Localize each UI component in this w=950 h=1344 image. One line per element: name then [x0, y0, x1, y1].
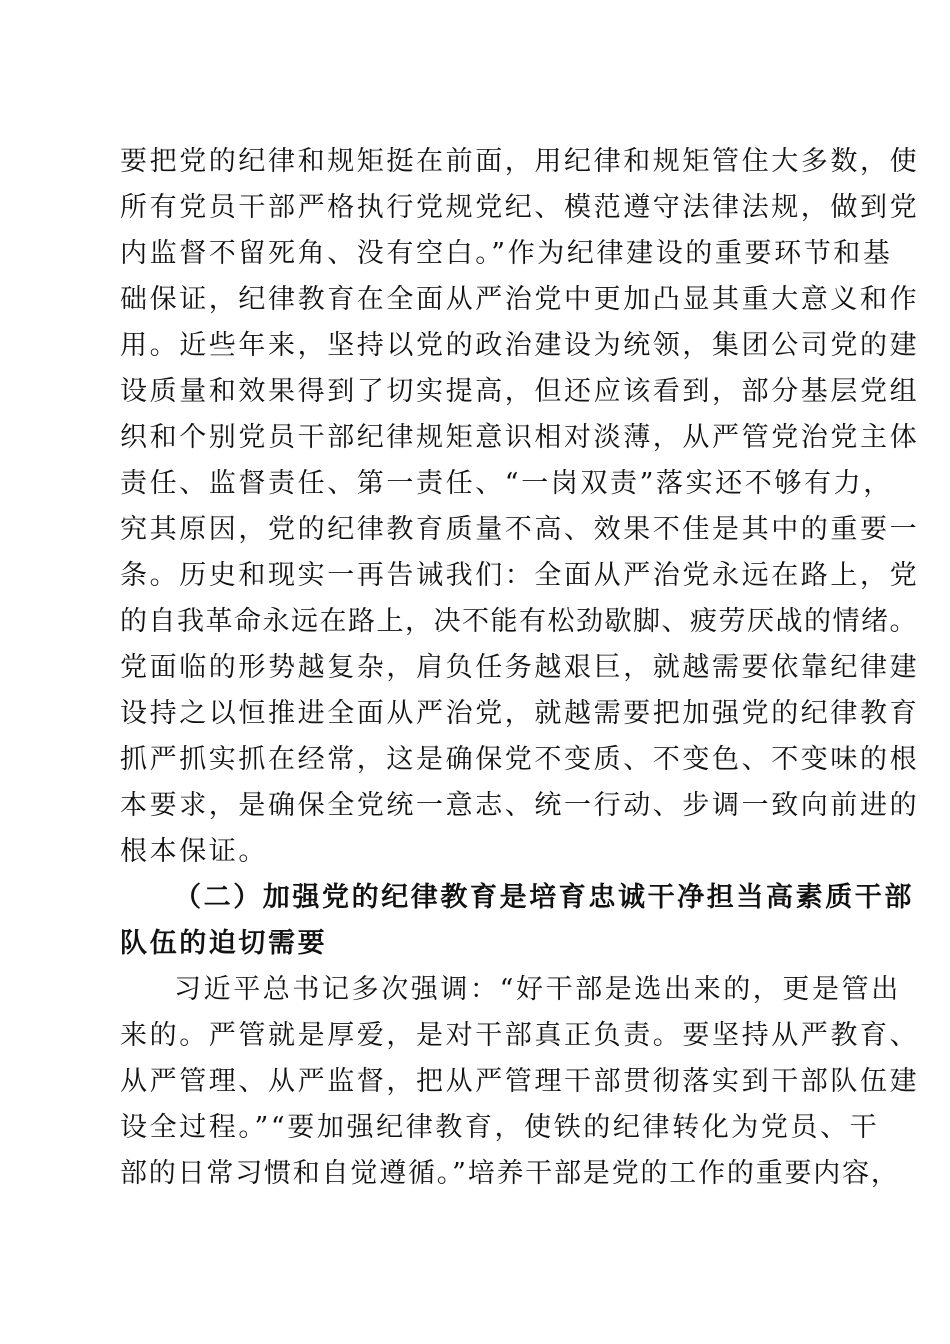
paragraph-1-line-14: 抓严抓实抓在经常，这是确保党不变质、不变色、不变味的根 [120, 744, 920, 775]
paragraph-1-line-1: 要把党的纪律和规矩挺在前面，用纪律和规矩管住大多数，使 [120, 146, 920, 177]
paragraph-1-line-15: 本要求，是确保全党统一意志、统一行动、步调一致向前进的 [120, 790, 920, 821]
paragraph-2-line-4: 设全过程。”“要加强纪律教育，使铁的纪律转化为党员、干 [120, 1112, 880, 1143]
paragraph-1-line-9: 究其原因，党的纪律教育质量不高、效果不佳是其中的重要一 [120, 514, 920, 545]
paragraph-1-line-13: 设持之以恒推进全面从严治党，就越需要把加强党的纪律教育 [120, 698, 920, 729]
paragraph-1-line-7: 织和个别党员干部纪律规矩意识相对淡薄，从严管党治党主体 [120, 422, 920, 453]
paragraph-1-line-4: 础保证，纪律教育在全面从严治党中更加凸显其重大意义和作 [120, 284, 920, 315]
paragraph-2-line-2: 来的。严管就是厚爱，是对干部真正负责。要坚持从严教育、 [120, 1020, 920, 1051]
paragraph-1-line-16: 根本保证。 [120, 836, 268, 867]
paragraph-2-line-1: 习近平总书记多次强调：“好干部是选出来的，更是管出 [174, 974, 901, 1005]
paragraph-2-line-5: 部的日常习惯和自觉遵循。”培养干部是党的工作的重要内容， [120, 1158, 900, 1189]
paragraph-1-line-2: 所有党员干部严格执行党规党纪、模范遵守法律法规，做到党 [120, 192, 920, 223]
paragraph-1-line-5: 用。近些年来，坚持以党的政治建设为统领，集团公司党的建 [120, 330, 920, 361]
section-heading-line-2: 队伍的迫切需要 [120, 928, 328, 959]
paragraph-1-line-8: 责任、监督责任、第一责任、“一岗双责”落实还不够有力， [120, 468, 893, 499]
paragraph-2-line-3: 从严管理、从严监督，把从严管理干部贯彻落实到干部队伍建 [120, 1066, 920, 1097]
paragraph-1-line-6: 设质量和效果得到了切实提高，但还应该看到，部分基层党组 [120, 376, 920, 407]
paragraph-1-line-11: 的自我革命永远在路上，决不能有松劲歇脚、疲劳厌战的情绪。 [120, 606, 918, 637]
paragraph-1-line-3: 内监督不留死角、没有空白。”作为纪律建设的重要环节和基 [120, 238, 893, 269]
section-heading-line-1: （二）加强党的纪律教育是培育忠诚干净担当高素质干部 [174, 882, 914, 913]
paragraph-1-line-10: 条。历史和现实一再告诫我们：全面从严治党永远在路上，党 [120, 560, 920, 591]
paragraph-1-line-12: 党面临的形势越复杂，肩负任务越艰巨，就越需要依靠纪律建 [120, 652, 920, 683]
